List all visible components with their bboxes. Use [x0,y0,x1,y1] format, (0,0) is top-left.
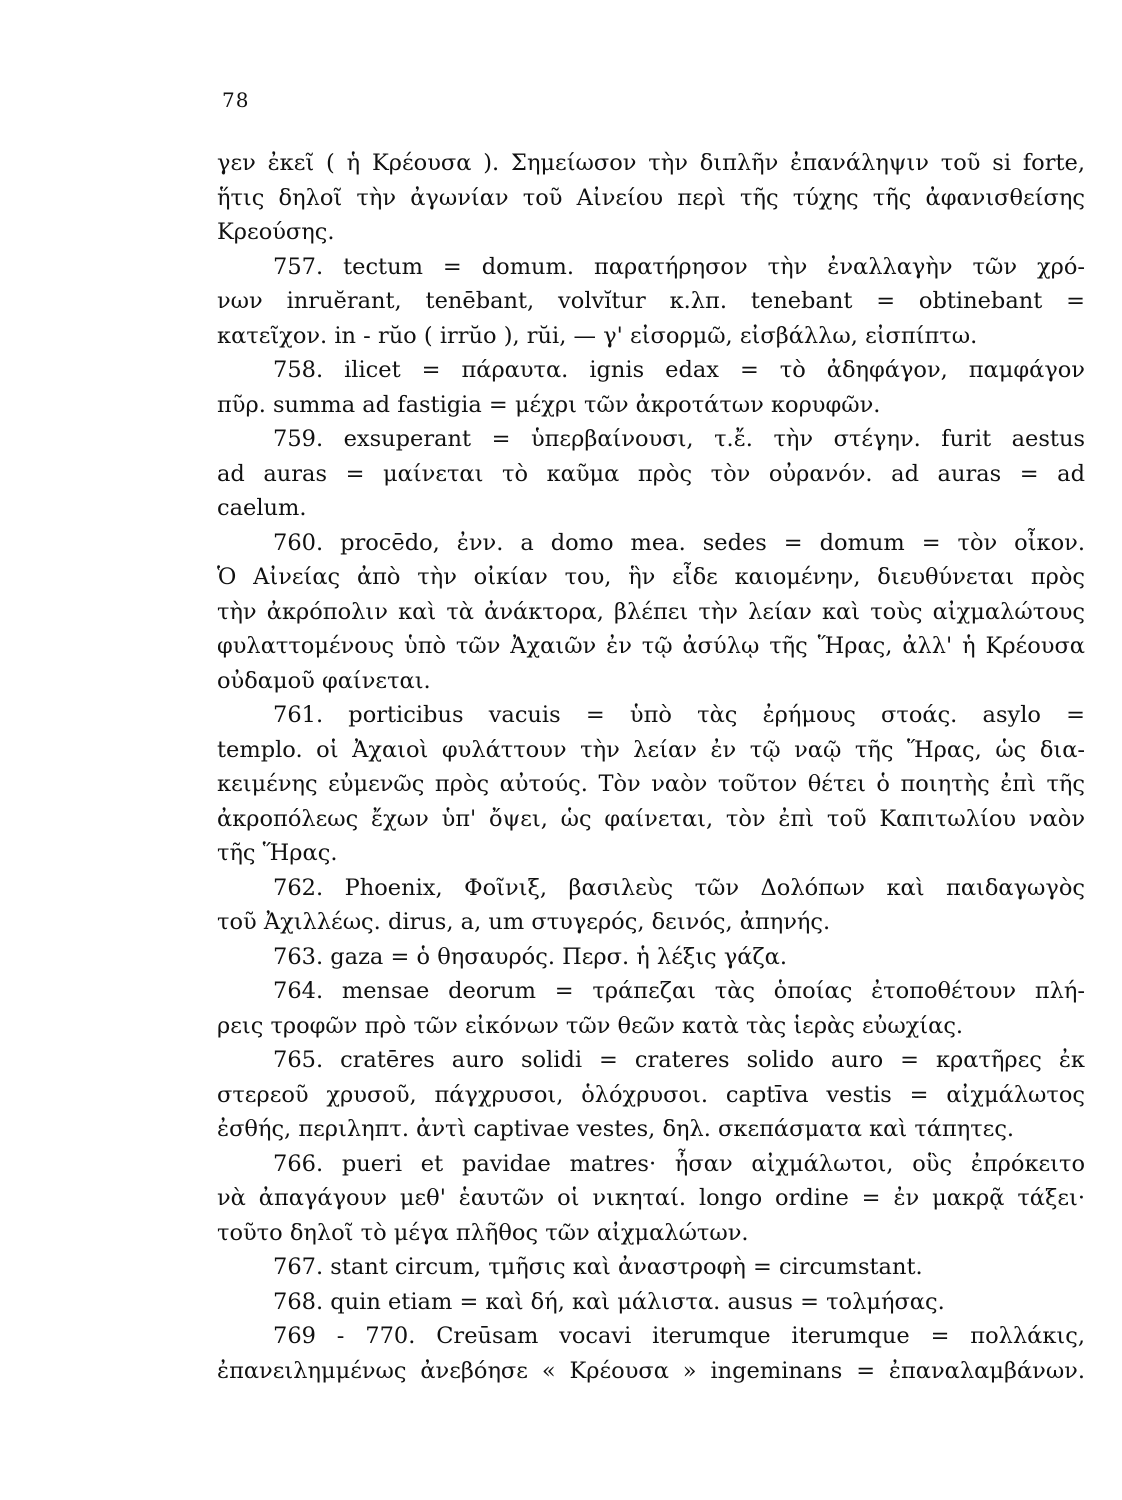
text-line: templo. οἱ Ἀχαιοὶ φυλάττουν τὴν λείαν ἐν τῷ ναῷ τῆς Ἥρας, ὡς δια- [217,736,1085,763]
text-line: ρεις τροφῶν πρὸ τῶν εἰκόνων τῶν θεῶν κατὰ τὰς ἱερὰς εὐωχίας. [217,1012,964,1039]
text-line: 763. gaza = ὁ θησαυρός. Περσ. ἡ λέξις γάζα. [273,943,787,970]
text-line: 759. exsuperant = ὑπερβαίνουσι, τ.ἔ. τὴν στέγην. furit aestus [273,426,1085,452]
text-line: κατεῖχον. in - rŭo ( irrŭo ), rŭi, — γ' εἰσορμῶ, εἰσβάλλω, εἰσπίπτω. [217,322,978,349]
text-line: ἐσθής, περιληπτ. ἀντὶ captivae vestes, δηλ. σκεπάσματα καὶ τάπητες. [217,1116,1015,1142]
text-line: 758. ilicet = πάραυτα. ignis edax = τὸ ἀδηφάγον, παμφάγον [273,357,1085,383]
text-line: πῦρ. summa ad fastigia = μέχρι τῶν ἀκροτάτων κορυφῶν. [217,391,881,418]
text-line: τὴν ἀκρόπολιν καὶ τὰ ἀνάκτορα, βλέπει τὴν λείαν καὶ τοὺς αἰχμαλώτους [217,598,1085,625]
commentary-text [217,146,1085,1388]
text-line: Ὁ Αἰνείας ἀπὸ τὴν οἰκίαν του, ἣν εἶδε καιομένην, διευθύνεται πρὸς [217,564,1085,590]
text-line: 764. mensae deorum = τράπεζαι τὰς ὁποίας ἐτοποθέτουν πλή- [273,978,1085,1004]
text-line: κειμένης εὐμενῶς πρὸς αὐτούς. Τὸν ναὸν τοῦτον θέτει ὁ ποιητὴς ἐπὶ τῆς [217,771,1085,797]
text-line: 769 - 770. Creūsam vocavi iterumque iterumque = πολλάκις, [273,1323,1085,1349]
text-line: 766. pueri et pavidae matres· ἦσαν αἰχμάλωτοι, οὓς ἐπρόκειτο [273,1150,1085,1177]
text-line: ἀκροπόλεως ἔχων ὑπ' ὄψει, ὡς φαίνεται, τὸν ἐπὶ τοῦ Καπιτωλίου ναὸν [217,805,1085,832]
text-line: 760. procēdo, ἐνν. a domo mea. sedes = domum = τὸν οἶκον. [273,529,1085,556]
text-line: τῆς Ἥρας. [217,840,338,866]
text-line: νὰ ἀπαγάγουν μεθ' ἑαυτῶν οἱ νικηταί. longo ordine = ἐν μακρᾷ τάξει· [217,1185,1085,1211]
text-line: 757. tectum = domum. παρατήρησον τὴν ἐναλλαγὴν τῶν χρό- [273,253,1085,280]
text-line: 765. cratēres auro solidi = crateres solido auro = κρατῆρες ἐκ [273,1047,1085,1073]
text-line: στερεοῦ χρυσοῦ, πάγχρυσοι, ὁλόχρυσοι. captīva vestis = αἰχμάλωτος [217,1081,1085,1108]
page-number: 78 [222,88,250,112]
text-line: Κρεούσης. [217,219,335,245]
text-line: ad auras = μαίνεται τὸ καῦμα πρὸς τὸν οὐρανόν. ad auras = ad [217,460,1085,487]
text-line: φυλαττομένους ὑπὸ τῶν Ἀχαιῶν ἐν τῷ ἀσύλῳ τῆς Ἥρας, ἀλλ' ἡ Κρέουσα [217,633,1085,659]
text-line: τοῦ Ἀχιλλέως. dirus, a, um στυγερός, δεινός, ἀπηνής. [217,909,831,935]
text-line: νων inruĕrant, tenēbant, volvĭtur κ.λπ. tenebant = obtinebant = [217,288,1085,314]
text-line: 767. stant circum, τμῆσις καὶ ἀναστροφὴ = circumstant. [273,1254,923,1280]
text-line: caelum. [217,495,307,521]
text-line: ἥτις δηλοῖ τὴν ἀγωνίαν τοῦ Αἰνείου περὶ τῆς τύχης τῆς ἀφανισθείσης [217,184,1085,211]
text-line: γεν ἐκεῖ ( ἡ Κρέουσα ). Σημείωσον τὴν διπλῆν ἐπανάληψιν τοῦ si forte, [217,150,1085,176]
text-line: 762. Phoenix, Φοῖνιξ, βασιλεὺς τῶν Δολόπων καὶ παιδαγωγὸς [273,874,1085,901]
text-line: τοῦτο δηλοῖ τὸ μέγα πλῆθος τῶν αἰχμαλώτων. [217,1219,749,1246]
text-line: 768. quin etiam = καὶ δή, καὶ μάλιστα. ausus = τολμήσας. [273,1288,945,1315]
text-line: οὐδαμοῦ φαίνεται. [217,667,431,694]
text-line: 761. porticibus vacuis = ὑπὸ τὰς ἐρήμους στοάς. asylo = [273,702,1085,728]
text-line: ἐπανειλημμένως ἀνεβόησε « Κρέουσα » ingeminans = ἐπαναλαμβάνων. [217,1357,1085,1384]
